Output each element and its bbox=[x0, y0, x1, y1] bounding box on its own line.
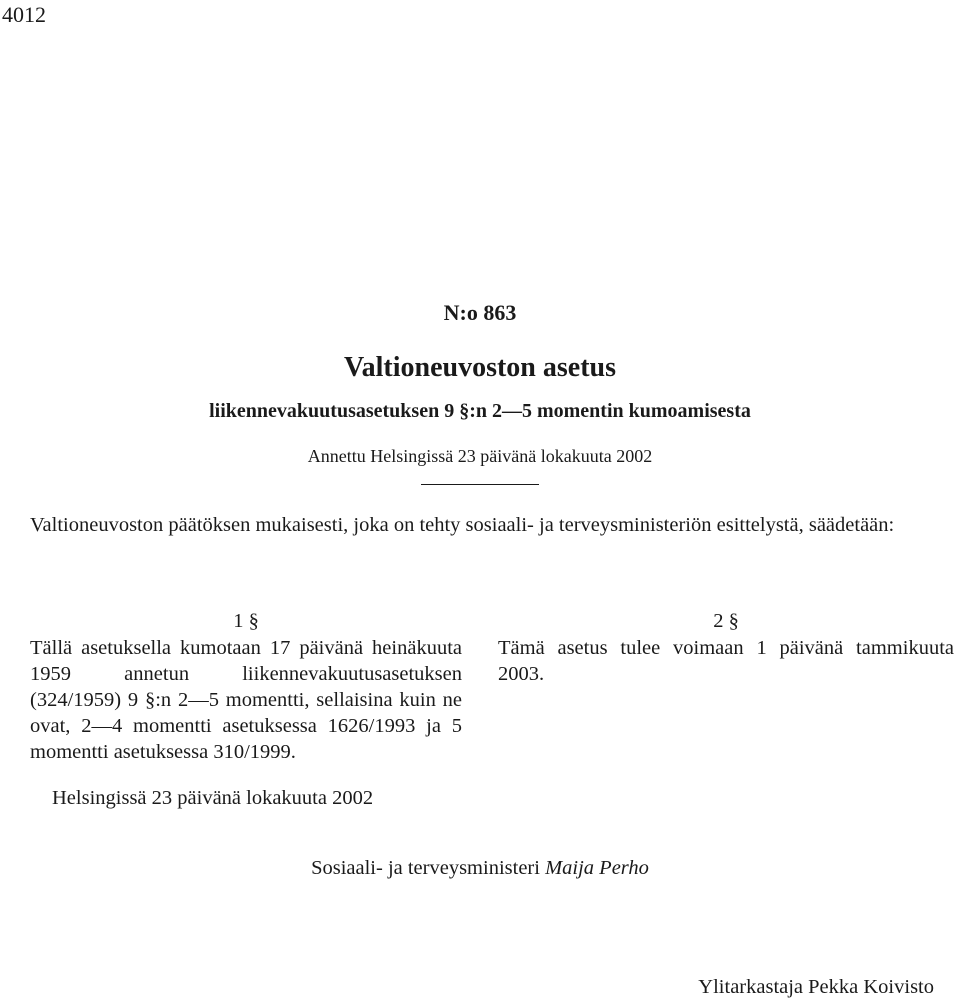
document-number: N:o 863 bbox=[443, 300, 517, 325]
issued-date-line: Annettu Helsingissä 23 päivänä lokakuuta 2002 bbox=[307, 446, 653, 466]
document-title: Valtioneuvoston asetus bbox=[343, 352, 616, 383]
section-2 bbox=[498, 608, 954, 687]
minister-title: Sosiaali- ja terveysministeri bbox=[311, 857, 540, 879]
preamble-paragraph: Valtioneuvoston päätöksen mukaisesti, joka on tehty sosiaali- ja terveysministeriön esittelystä, säädetään: bbox=[30, 514, 895, 536]
section-2-text: Tämä asetus tulee voimaan 1 päivänä tammikuuta 2003. bbox=[498, 637, 954, 685]
inspector-signature: Ylitarkastaja Pekka Koivisto bbox=[698, 976, 934, 998]
section-1-heading: 1 § bbox=[233, 610, 259, 632]
minister-name: Maija Perho bbox=[545, 857, 649, 879]
title-divider bbox=[421, 484, 539, 485]
minister-signature bbox=[0, 854, 960, 882]
document-subtitle: liikennevakuutusasetuksen 9 §:n 2—5 momentin kumoamisesta bbox=[209, 400, 751, 422]
section-1 bbox=[30, 608, 462, 765]
section-1-text: Tällä asetuksella kumotaan 17 päivänä heinäkuuta 1959 annetun liikennevakuutusasetuksen (324/1959) 9 §:n 2—5 momentti, sellaisina kuin ne ovat, 2—4 momentti asetuksessa 1626/1993 ja 5 momentti asetuksessa 310/1999. bbox=[30, 637, 462, 763]
place-and-date: Helsingissä 23 päivänä lokakuuta 2002 bbox=[52, 787, 374, 809]
section-2-heading: 2 § bbox=[713, 610, 739, 632]
page-number: 4012 bbox=[2, 2, 46, 27]
